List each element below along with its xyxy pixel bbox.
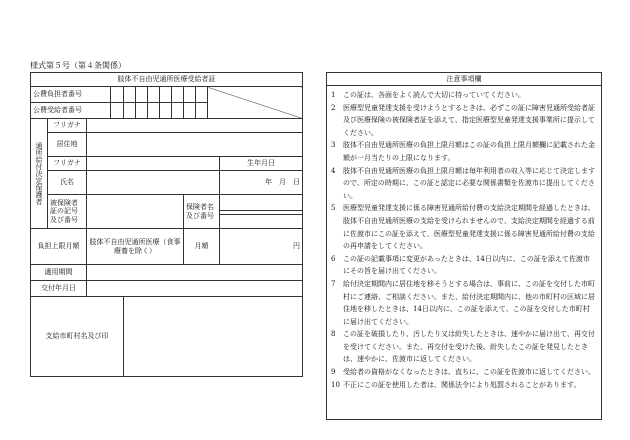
note-item: 5 医療型児童発達支援に係る障害児通所給付費の支給決定期間を経過したときは、肢体不自由児通所医療の支給を受けられませんので、支給決定期間を経過する前に佐渡市にこの証を添えて、医療型児童発達支援に係る障害児通所給付費の支給の再申請をしてください。 [331,204,595,251]
furigana-address-value [87,119,303,133]
payer-digit [111,87,124,103]
guardian-section-label: 通所給付決定保護者 [31,119,48,229]
recipient-digit [160,103,172,119]
insured-label: 被保険者証の記号及び番号 [48,195,87,229]
crossed-out-area [208,87,303,119]
payer-digit [136,87,148,103]
payer-digit [124,87,136,103]
payer-digit [184,87,196,103]
note-item: 3 肢体不自由児通所医療の負担上限月額はこの証の負担上限月額欄に記載された金額が一月当たりの上限になります。 [331,141,595,162]
recipient-digit [124,103,136,119]
yen-unit: 円 [220,229,303,265]
recipient-digit [148,103,160,119]
furigana-label: フリガナ [48,119,87,133]
recipient-digit [172,103,184,119]
note-item: 4 肢体不自由児通所医療の負担上限月額は毎年利用者の収入等に応じて決定しますので、所定の時期に、この証と認定に必要な関係書類を佐渡市に提出してください。 [331,166,595,200]
issue-date-label: 交付年月日 [31,281,87,297]
birth-value: 年 月 日 [220,171,303,195]
furigana-label: フリガナ [48,157,87,171]
payer-digit [160,87,172,103]
payer-number-label: 公費負担者番号 [31,87,111,103]
recipient-digit [184,103,196,119]
note-item: 6 この証の記載事項に変更があったときは、14日以内に、この証を添えて佐渡市にその旨を届け出てください。 [331,254,590,276]
insurer-label: 保険者名及び番号 [184,195,220,229]
note-item: 7 給付決定期間内に居住地を移そうとする場合は、事前に、この証を交付した市町村にご連絡、ご相談ください。また、給付決定期間内に、他の市町村の区域に居住地を移したときは、14日以内に、この証を添えて、この証を交付した市町村に届け出てください。 [331,279,595,326]
payer-digit [196,87,208,103]
notes-table [326,72,602,420]
municipality-label: 支給市町村名及び印 [31,297,124,377]
furigana-name-value [87,157,220,171]
note-item: 8 この証を破損したり、汚したり又は紛失したときは、速やかに届け出て、再交付を受けてください。また、再交付を受けた後、紛失したこの証を発見したときは、速やかに、佐渡市に返してください。 [331,330,595,364]
certificate-table [30,72,303,377]
note-item: 1 この証は、各面をよく読んで大切に持っていてください。 [331,91,525,99]
recipient-number-label: 公費受給者番号 [31,103,111,119]
monthly-label: 月額 [184,229,220,265]
address-value [87,133,303,157]
insurer-value [220,215,303,229]
payer-digit [172,87,184,103]
municipality-seal-area [124,297,303,377]
name-label: 氏名 [48,171,87,195]
insured-value [87,195,184,229]
note-item: 10 不正にこの証を使用した者は、関係法令により処罰されることがあります。 [331,380,581,389]
note-item: 9 受給者の資格がなくなったときは、直ちに、この証を佐渡市に返してください。 [331,368,595,377]
birth-label: 生年月日 [220,157,303,171]
limit-type: 肢体不自由児通所医療（食事療養を除く） [87,229,184,265]
issue-date-value [87,281,303,297]
period-label: 適用期間 [31,265,87,281]
address-label: 居住地 [48,133,87,157]
notes-list [327,86,601,391]
recipient-digit [111,103,124,119]
period-value [87,265,303,281]
recipient-digit [136,103,148,119]
notes-title: 注意事項欄 [327,73,602,86]
certificate-title: 肢体不自由児通所医療受給者証 [31,73,303,87]
limit-label: 負担上限月額 [31,229,87,265]
name-value [87,171,220,195]
form-id: 様式第５号（第４条関係） [30,61,126,70]
insurer-value [220,195,303,211]
note-item: 2 医療型児童発達支援を受けようとするときは、必ずこの証に障害児通所受給者証及び医療保険の被保険者証を添えて、指定医療型児童発達支援事業所に提示してください。 [331,103,595,137]
payer-digit [148,87,160,103]
recipient-digit [196,103,208,119]
